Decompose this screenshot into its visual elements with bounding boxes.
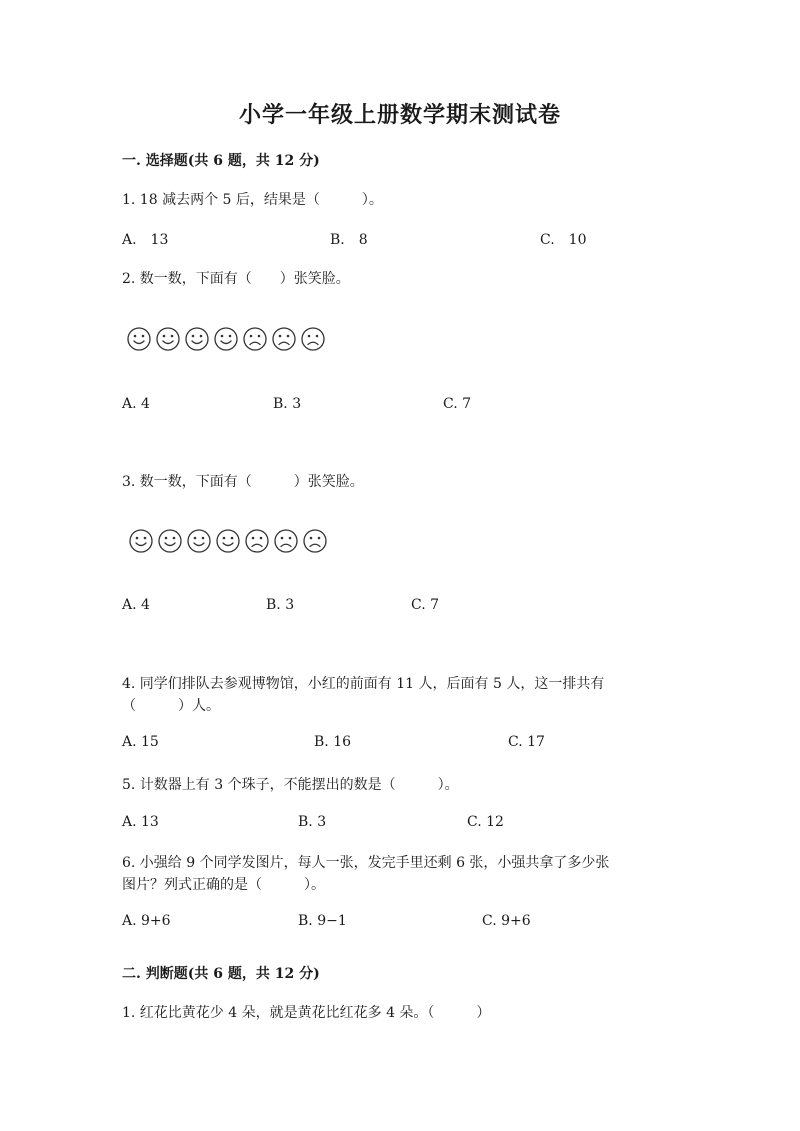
question-5-text: 5. 计数器上有 3 个珠子，不能摆出的数是（ ）。 bbox=[122, 777, 459, 793]
question-1-text: 1. 18 减去两个 5 后，结果是（ ）。 bbox=[122, 192, 383, 208]
question-1-option-c: C. 10 bbox=[540, 232, 587, 248]
section-heading-judgement: 二. 判断题(共 6 题，共 12 分) bbox=[122, 966, 320, 982]
question-4-text-line2: （ ）人。 bbox=[122, 698, 220, 714]
question-2-text: 2. 数一数，下面有（ ）张笑脸。 bbox=[122, 271, 350, 287]
question-2-face-row bbox=[126, 326, 346, 352]
question-3-face-row bbox=[128, 528, 348, 554]
question-4-option-a: A. 15 bbox=[122, 734, 159, 750]
question-5-option-c: C. 12 bbox=[467, 814, 504, 830]
smiley-face-icon bbox=[184, 326, 210, 352]
smiley-face-icon bbox=[157, 528, 183, 554]
section-heading-choice: 一. 选择题(共 6 题，共 12 分) bbox=[122, 153, 320, 169]
smiley-face-icon bbox=[128, 528, 154, 554]
smiley-face-icon bbox=[126, 326, 152, 352]
question-5-option-a: A. 13 bbox=[122, 814, 159, 830]
smiley-face-icon bbox=[155, 326, 181, 352]
frowning-face-icon bbox=[242, 326, 268, 352]
question-2-option-c: C. 7 bbox=[443, 396, 472, 412]
question-6-text-line2: 图片？列式正确的是（ ）。 bbox=[122, 877, 325, 893]
frowning-face-icon bbox=[302, 528, 328, 554]
question-1-option-b: B. 8 bbox=[330, 232, 368, 248]
question-4-option-b: B. 16 bbox=[314, 734, 352, 750]
page-title: 小学一年级上册数学期末测试卷 bbox=[238, 102, 561, 128]
frowning-face-icon bbox=[244, 528, 270, 554]
question-3-option-c: C. 7 bbox=[411, 597, 440, 613]
question-4-option-c: C. 17 bbox=[508, 734, 545, 750]
question-2-option-a: A. 4 bbox=[122, 396, 150, 412]
smiley-face-icon bbox=[186, 528, 212, 554]
question-6-option-c: C. 9+6 bbox=[482, 913, 531, 929]
question-6-option-a: A. 9+6 bbox=[122, 913, 171, 929]
smiley-face-icon bbox=[215, 528, 241, 554]
frowning-face-icon bbox=[271, 326, 297, 352]
frowning-face-icon bbox=[273, 528, 299, 554]
question-4-text-line1: 4. 同学们排队去参观博物馆，小红的前面有 11 人，后面有 5 人，这一排共有 bbox=[122, 676, 605, 692]
smiley-face-icon bbox=[213, 326, 239, 352]
question-1-option-a: A. 13 bbox=[122, 232, 169, 248]
question-3-option-a: A. 4 bbox=[122, 597, 150, 613]
question-3-text: 3. 数一数，下面有（ ）张笑脸。 bbox=[122, 474, 364, 490]
question-2-option-b: B. 3 bbox=[273, 396, 302, 412]
question-5-option-b: B. 3 bbox=[298, 814, 327, 830]
question-3-option-b: B. 3 bbox=[266, 597, 295, 613]
question-6-text-line1: 6. 小强给 9 个同学发图片，每人一张，发完手里还剩 6 张，小强共拿了多少张 bbox=[122, 855, 610, 871]
frowning-face-icon bbox=[300, 326, 326, 352]
judgement-question-1-text: 1. 红花比黄花少 4 朵，就是黄花比红花多 4 朵。（ ） bbox=[122, 1005, 491, 1021]
question-6-option-b: B. 9−1 bbox=[298, 913, 347, 929]
